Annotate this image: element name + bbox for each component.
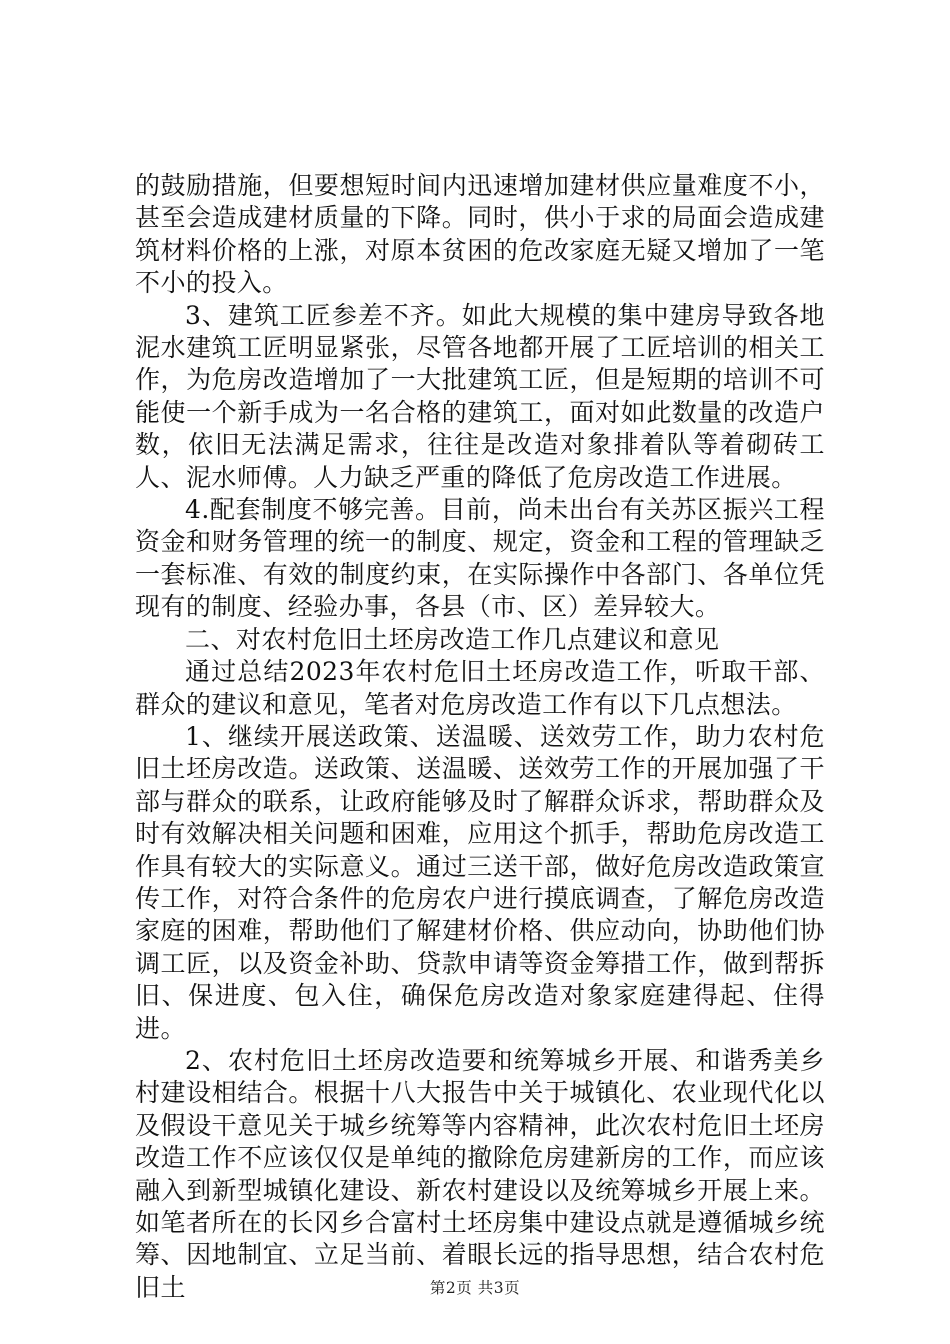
paragraph-point-4: 4.配套制度不够完善。目前，尚未出台有关苏区振兴工程资金和财务管理的统一的制度、规定，资金和工程的管理缺乏一套标准、有效的制度约束，在实际操作中各部门、各单位凭现有的制度、经验办事，各县（市、区）差异较大。: [135, 495, 825, 622]
paragraph-intro: 通过总结2023年农村危旧土坯房改造工作，听取干部、群众的建议和意见，笔者对危房改造工作有以下几点想法。: [135, 657, 825, 719]
paragraph-point-3: 3、建筑工匠参差不齐。如此大规模的集中建房导致各地泥水建筑工匠明显紧张，尽管各地都开展了工匠培训的相关工作，为危房改造增加了一大批建筑工匠，但是短期的培训不可能使一个新手成为一名合格的建筑工，面对如此数量的改造户数，依旧无法满足需求，往往是改造对象排着队等着砌砖工人、泥水师傅。人力缺乏严重的降低了危房改造工作进展。: [135, 300, 825, 492]
paragraph-suggestion-1: 1、继续开展送政策、送温暖、送效劳工作，助力农村危旧土坯房改造。送政策、送温暖、送效劳工作的开展加强了干部与群众的联系，让政府能够及时了解群众诉求，帮助群众及时有效解决相关问题和困难，应用这个抓手，帮助危房改造工作具有较大的实际意义。通过三送干部，做好危房改造政策宣传工作，对符合条件的危房农户进行摸底调查，了解危房改造家庭的困难，帮助他们了解建材价格、供应动向，协助他们协调工匠，以及资金补助、贷款申请等资金筹措工作，做到帮拆旧、保进度、包入住，确保危房改造对象家庭建得起、住得进。: [135, 721, 825, 1043]
page-footer: [0, 1276, 950, 1298]
document-body: [135, 170, 825, 1304]
paragraph-continuation: 的鼓励措施，但要想短时间内迅速增加建材供应量难度不小，甚至会造成建材质量的下降。同时，供小于求的局面会造成建筑材料价格的上涨，对原本贫困的危改家庭无疑又增加了一笔不小的投入。: [135, 171, 825, 298]
section-heading-2: 二、对农村危旧土坯房改造工作几点建议和意见: [185, 624, 720, 654]
page-number-label: 第2页 共3页: [429, 1279, 521, 1297]
paragraph-suggestion-2: 2、农村危旧土坯房改造要和统筹城乡开展、和谐秀美乡村建设相结合。根据十八大报告中关于城镇化、农业现代化以及假设干意见关于城乡统筹等内容精神，此次农村危旧土坯房改造工作不应该仅仅是单纯的撤除危房建新房的工作，而应该融入到新型城镇化建设、新农村建设以及统筹城乡开展上来。如笔者所在的长冈乡合富村土坯房集中建设点就是遵循城乡统筹、因地制宜、立足当前、着眼长远的指导思想，结合农村危旧土: [135, 1045, 825, 1302]
